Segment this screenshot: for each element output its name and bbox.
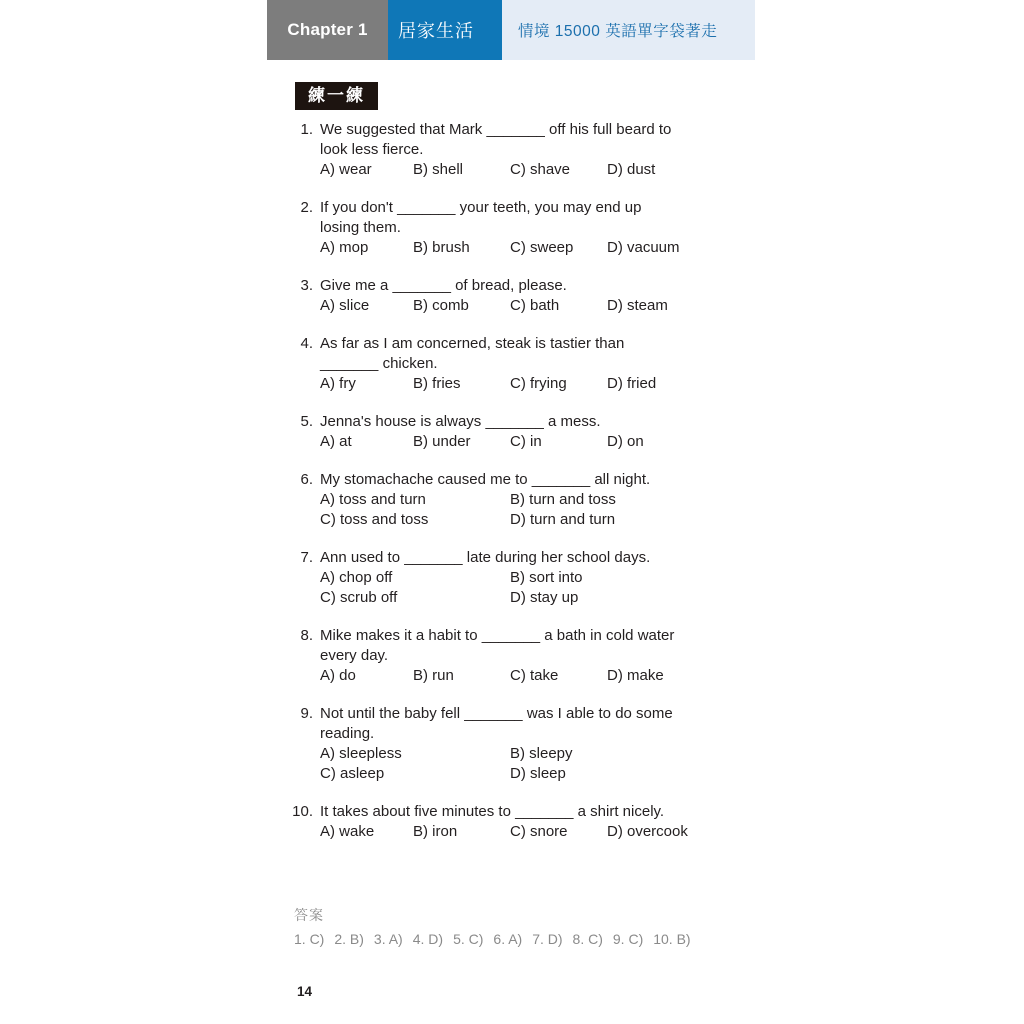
question-text-line: Not until the baby fell _______ was I able to do some <box>320 705 673 722</box>
question-text-line: Jenna's house is always _______ a mess. <box>320 413 601 430</box>
answer-option: D) on <box>607 433 644 450</box>
question-body <box>320 626 728 686</box>
answer-key-line <box>294 931 754 947</box>
question-text <box>320 198 728 238</box>
answer-options <box>320 374 728 394</box>
question-text <box>320 802 728 822</box>
answer-option: C) snore <box>510 823 568 840</box>
answer-option: A) wake <box>320 823 375 840</box>
answer-option: C) toss and toss <box>320 511 429 528</box>
answer-option: B) sleepy <box>510 745 573 762</box>
book-title: 情境 15000 英語單字袋著走 <box>518 23 718 40</box>
question-text <box>320 334 728 374</box>
question-text <box>320 120 728 160</box>
practice-section-badge: 練一練 <box>295 82 378 110</box>
question-text-line: Give me a _______ of bread, please. <box>320 277 567 294</box>
answer-options <box>320 238 728 258</box>
question-number: 3. <box>300 277 313 294</box>
question-text-line: Ann used to _______ late during her school days. <box>320 549 651 566</box>
answer-option: B) fries <box>413 375 461 392</box>
question-text-line: _______ chicken. <box>320 355 438 372</box>
question-body <box>320 412 728 452</box>
answer-key-item: 8. C) <box>572 931 603 947</box>
question-body <box>320 704 728 784</box>
question-text-line: As far as I am concerned, steak is tastier than <box>320 335 625 352</box>
question-text-line: look less fierce. <box>320 141 424 158</box>
book-title-box <box>502 0 755 60</box>
answer-option: B) turn and toss <box>510 491 616 508</box>
question-number: 8. <box>300 627 313 644</box>
question-text-line: reading. <box>320 725 375 742</box>
question-item <box>288 802 728 842</box>
answer-option: C) asleep <box>320 765 385 782</box>
answer-option: B) iron <box>413 823 458 840</box>
answer-option: D) dust <box>607 161 656 178</box>
question-number: 6. <box>300 471 313 488</box>
question-body <box>320 276 728 316</box>
question-item <box>288 412 728 452</box>
question-item <box>288 626 728 686</box>
question-text-line: losing them. <box>320 219 401 236</box>
question-text-line: We suggested that Mark _______ off his full beard to <box>320 121 672 138</box>
answer-key-item: 7. D) <box>532 931 563 947</box>
answer-options <box>320 744 728 784</box>
question-text <box>320 626 728 666</box>
answer-key-item: 2. B) <box>334 931 364 947</box>
question-body <box>320 198 728 258</box>
question-number: 4. <box>300 335 313 352</box>
question-number: 5. <box>300 413 313 430</box>
answer-option: D) steam <box>607 297 668 314</box>
answer-option: B) comb <box>413 297 469 314</box>
chapter-category-label: 居家生活 <box>398 21 474 41</box>
answer-option: A) fry <box>320 375 356 392</box>
answer-option: A) sleepless <box>320 745 402 762</box>
question-body <box>320 802 728 842</box>
answer-option: A) mop <box>320 239 369 256</box>
question-list <box>288 120 728 860</box>
answer-option: D) turn and turn <box>510 511 616 528</box>
answer-option: A) wear <box>320 161 372 178</box>
question-text-line: It takes about five minutes to _______ a shirt nicely. <box>320 803 665 820</box>
answer-key-item: 5. C) <box>453 931 484 947</box>
question-text <box>320 276 728 296</box>
answer-option: D) sleep <box>510 765 566 782</box>
question-body <box>320 548 728 608</box>
question-body <box>320 470 728 530</box>
question-number: 2. <box>300 199 313 216</box>
answer-options <box>320 568 728 608</box>
question-number: 1. <box>300 121 313 138</box>
question-item <box>288 120 728 180</box>
question-body <box>320 334 728 394</box>
answer-options <box>320 490 728 530</box>
question-item <box>288 548 728 608</box>
question-text <box>320 470 728 490</box>
answer-key-heading: 答案 <box>294 907 324 923</box>
answer-key-item: 1. C) <box>294 931 325 947</box>
question-text-line: My stomachache caused me to _______ all night. <box>320 471 651 488</box>
question-text-line: If you don't _______ your teeth, you may end up <box>320 199 642 216</box>
question-item <box>288 198 728 258</box>
question-item <box>288 276 728 316</box>
answer-option: C) in <box>510 433 542 450</box>
answer-option: D) overcook <box>607 823 688 840</box>
question-number: 7. <box>300 549 313 566</box>
answer-options <box>320 160 728 180</box>
answer-option: B) sort into <box>510 569 583 586</box>
answer-option: A) do <box>320 667 356 684</box>
answer-option: B) shell <box>413 161 464 178</box>
answer-option: D) fried <box>607 375 657 392</box>
answer-option: C) take <box>510 667 559 684</box>
page-number: 14 <box>297 984 313 999</box>
answer-options <box>320 822 728 842</box>
page-header <box>267 0 755 60</box>
answer-option: A) toss and turn <box>320 491 426 508</box>
question-number: 10. <box>292 803 313 820</box>
answer-key-item: 6. A) <box>493 931 523 947</box>
answer-key-item: 4. D) <box>412 931 444 947</box>
question-body <box>320 120 728 180</box>
question-text <box>320 412 728 432</box>
question-text <box>320 548 728 568</box>
question-number: 9. <box>300 705 313 722</box>
chapter-label-box <box>267 0 388 60</box>
answer-option: A) slice <box>320 297 370 314</box>
answer-key-item: 3. A) <box>373 931 403 947</box>
question-item <box>288 334 728 394</box>
answer-option: C) sweep <box>510 239 574 256</box>
question-item <box>288 704 728 784</box>
answer-option: C) bath <box>510 297 560 314</box>
answer-option: B) brush <box>413 239 470 256</box>
answer-option: B) run <box>413 667 454 684</box>
answer-options <box>320 432 728 452</box>
question-text-line: Mike makes it a habit to _______ a bath in cold water <box>320 627 675 644</box>
question-item <box>288 470 728 530</box>
question-text-line: every day. <box>320 647 389 664</box>
answer-option: A) chop off <box>320 569 393 586</box>
chapter-label: Chapter 1 <box>287 20 368 39</box>
answer-key-section <box>294 904 754 947</box>
answer-option: D) make <box>607 667 664 684</box>
answer-option: D) vacuum <box>607 239 680 256</box>
answer-option: C) frying <box>510 375 567 392</box>
answer-option: C) shave <box>510 161 571 178</box>
answer-key-item: 9. C) <box>612 931 644 947</box>
answer-option: D) stay up <box>510 589 579 606</box>
answer-option: C) scrub off <box>320 589 398 606</box>
answer-options <box>320 296 728 316</box>
question-text <box>320 704 728 744</box>
answer-options <box>320 666 728 686</box>
answer-option: B) under <box>413 433 471 450</box>
answer-option: A) at <box>320 433 352 450</box>
chapter-category-box <box>388 0 502 60</box>
answer-key-item: 10. B) <box>653 931 691 947</box>
